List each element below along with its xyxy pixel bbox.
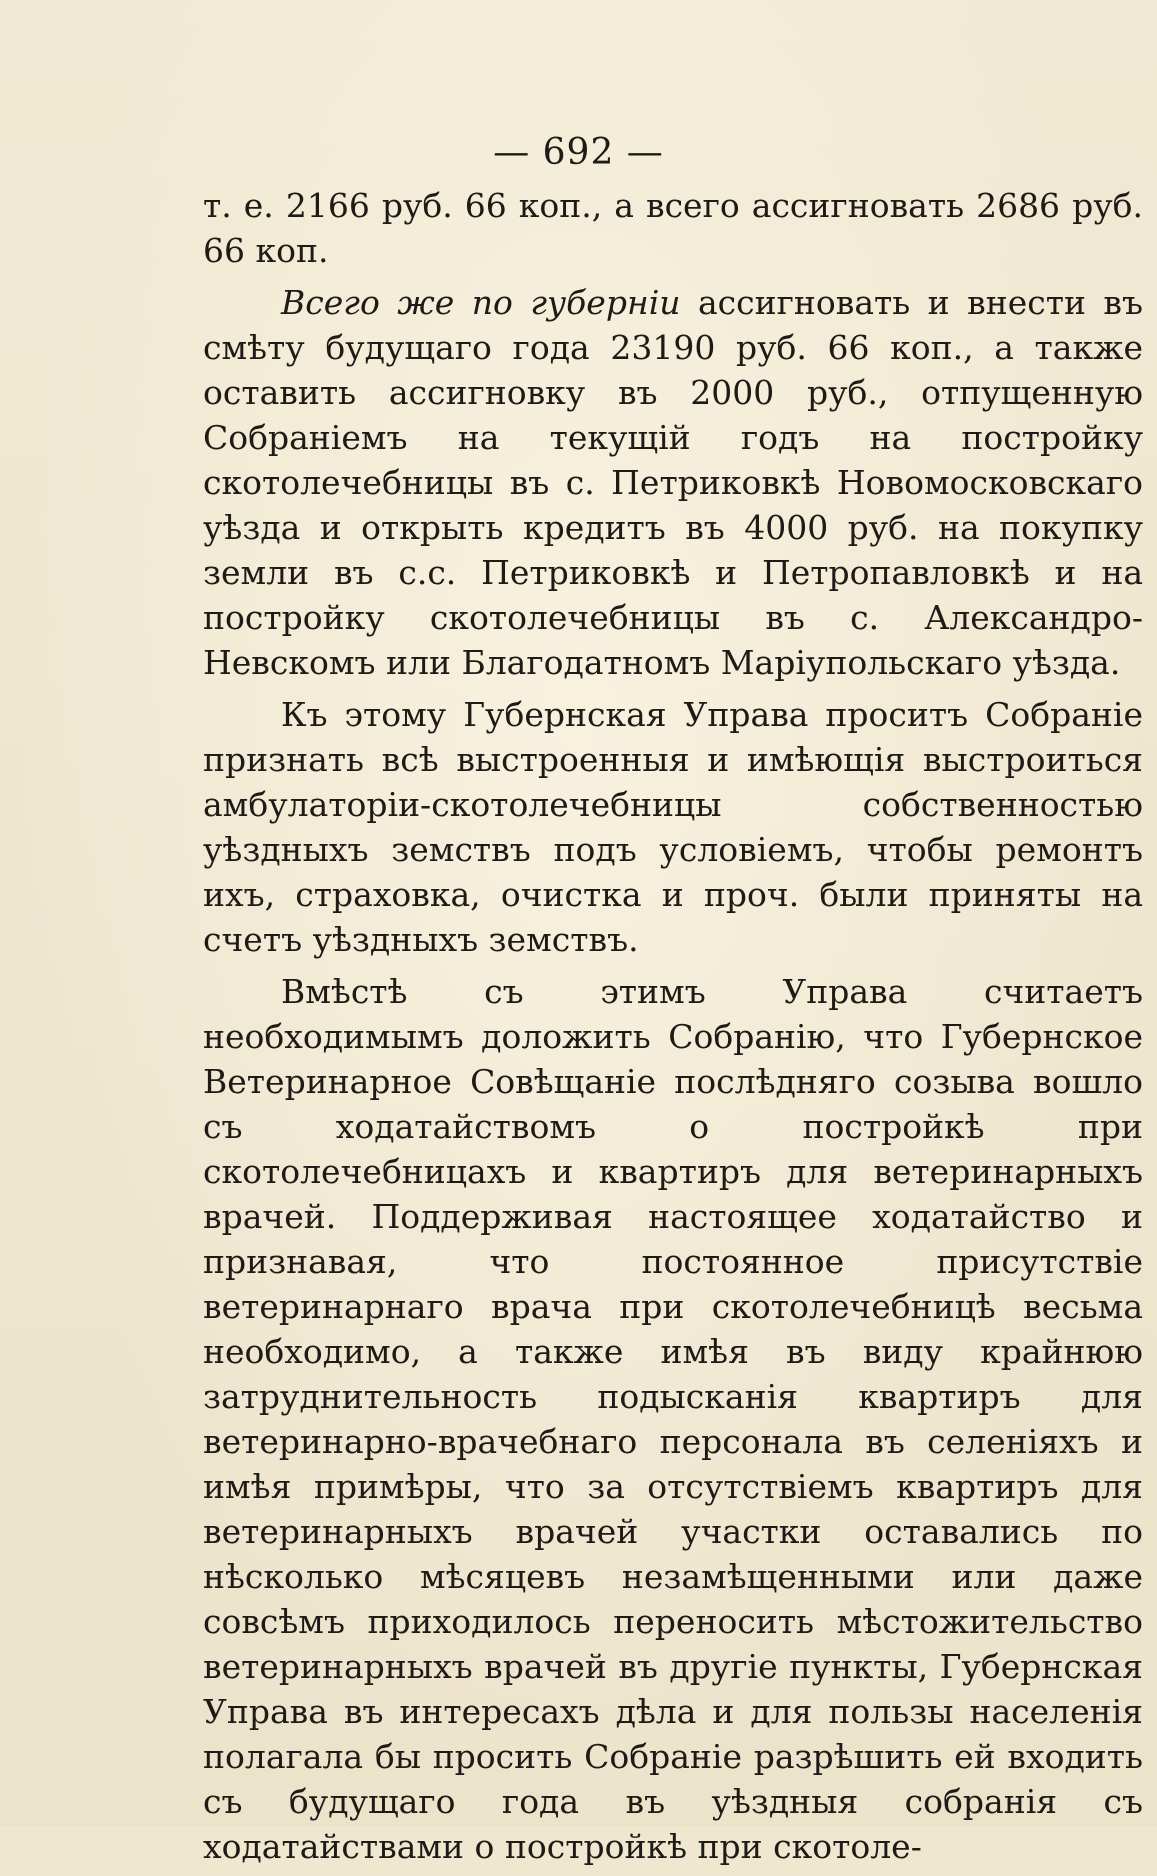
paragraph-ownership-request bbox=[203, 692, 1143, 962]
paragraph-veterinary-housing bbox=[203, 969, 1143, 1869]
paragraph-total-assignment bbox=[203, 280, 1143, 685]
italic-lead-phrase: Всего же по губерніи bbox=[281, 283, 681, 322]
body-text bbox=[203, 183, 1143, 1876]
paragraph-continuation bbox=[203, 183, 1143, 273]
paragraph-text: Къ этому Губернская Управа проситъ Собраніе признать всѣ выстроенныя и имѣющія выстроиться амбулаторіи-скотолечебницы собственностью уѣздныхъ земствъ подъ условіемъ, чтобы ремонтъ ихъ, страховка, очистка и проч. были приняты на счетъ уѣздныхъ земствъ. bbox=[203, 695, 1143, 959]
page-number: — 692 — bbox=[493, 132, 664, 173]
paragraph-text: т. е. 2166 руб. 66 коп., а всего ассигновать 2686 руб. 66 коп. bbox=[203, 186, 1143, 270]
paragraph-text: ассигновать и внести въ смѣту будущаго года 23190 руб. 66 коп., а также оставить ассигновку въ 2000 руб., отпущенную Собраніемъ на текущій годъ на постройку скотолечебницы въ с. Петриковкѣ Новомосковскаго уѣзда и открыть кредитъ въ 4000 руб. на покупку земли въ с.с. Петриковкѣ и Петропавловкѣ и на постройку скотолечебницы въ с. Александро-Невскомъ или Благодатномъ Маріупольскаго уѣзда. bbox=[203, 283, 1143, 682]
paragraph-text: Вмѣстѣ съ этимъ Управа считаетъ необходимымъ доложить Собранію, что Губернское Ветеринарное Совѣщаніе послѣдняго созыва вошло съ ходатайствомъ о постройкѣ при скотолечебницахъ и квартиръ для ветеринарныхъ врачей. Поддерживая настоящее ходатайство и признавая, что постоянное присутствіе ветеринарнаго врача при скотолечебницѣ весьма необходимо, а также имѣя въ виду крайнюю затруднительность подысканія квартиръ для ветеринарно-врачебнаго персонала въ селеніяхъ и имѣя примѣры, что за отсутствіемъ квартиръ для ветеринарныхъ врачей участки оставались по нѣсколько мѣсяцевъ незамѣщенными или даже совсѣмъ приходилось переносить мѣстожительство ветеринарныхъ врачей въ другіе пункты, Губернская Управа въ интересахъ дѣла и для пользы населенія полагала бы просить Собраніе разрѣшить ей входить съ будущаго года въ уѣздныя собранія съ ходатайствами о постройкѣ при скотоле- bbox=[203, 972, 1143, 1866]
